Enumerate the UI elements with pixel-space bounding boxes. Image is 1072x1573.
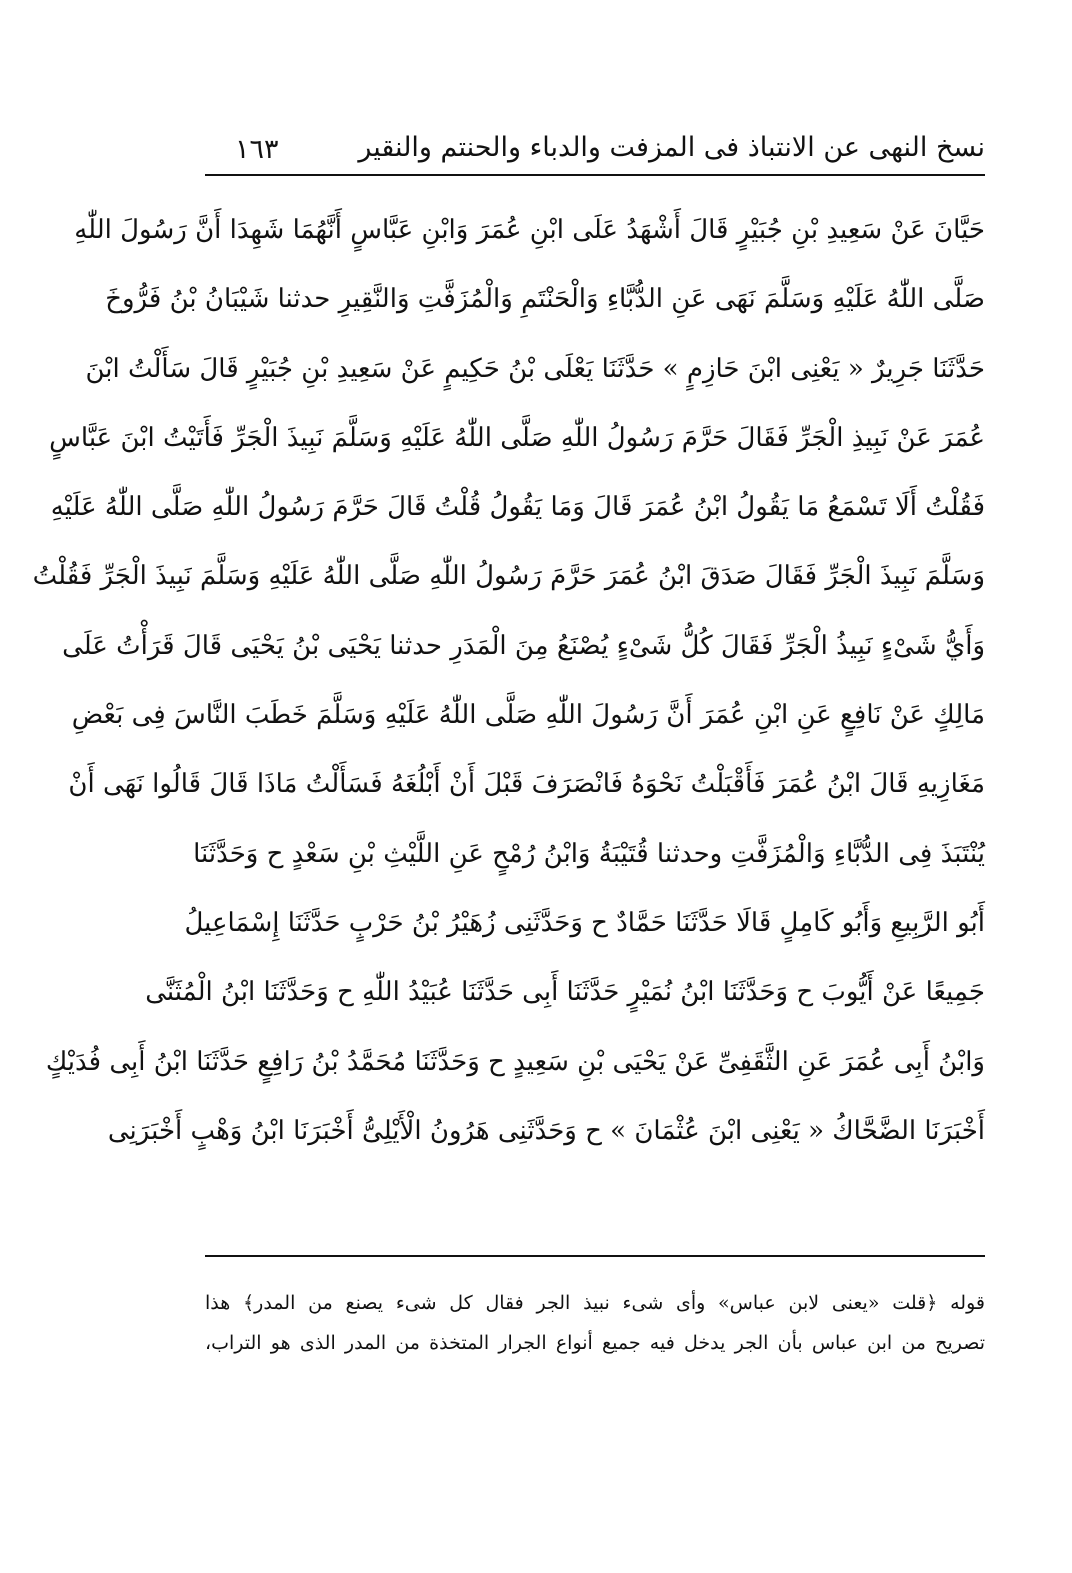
text-line: أَخْبَرَنَا الضَّحَّاكُ « يَعْنِى ابْنَ عُثْمَانَ » ح وَحَدَّثَنِى هَرُونُ الْأَيْلِىُّ أَخْبَرَنَا ابْنُ وَهْبٍ أَخْبَرَنِى — [107, 1115, 985, 1146]
text-line: مَالِكٍ عَنْ نَافِعٍ عَنِ ابْنِ عُمَرَ أَنَّ رَسُولَ اللّٰهِ صَلَّى اللّٰهُ عَلَيْهِ وَسَلَّمَ خَطَبَ النَّاسَ فِى بَعْضِ — [71, 700, 985, 731]
hadith-body-text — [32, 196, 985, 1236]
footnote-text — [205, 1283, 985, 1363]
text-line: وَسَلَّمَ نَبِيذَ الْجَرِّ فَقَالَ صَدَقَ ابْنُ عُمَرَ حَرَّمَ رَسُولُ اللّٰهِ صَلَّى اللّٰهُ عَلَيْهِ وَسَلَّمَ نَبِيذَ الْجَرِّ فَقُلْتُ — [32, 561, 985, 592]
footnote-rule — [205, 1255, 985, 1257]
running-header — [205, 128, 985, 174]
page-number: ١٦٣ — [235, 134, 279, 165]
text-line: صَلَّى اللّٰهُ عَلَيْهِ وَسَلَّمَ نَهَى عَنِ الدُّبَّاءِ وَالْحَنْتَمِ وَالْمُزَفَّتِ وَالنَّقِيرِ حدثنا شَيْبَانُ بْنُ فَرُّوخَ — [105, 284, 985, 315]
header-rule — [205, 174, 985, 176]
text-line: جَمِيعًا عَنْ أَيُّوبَ ح وَحَدَّثَنَا ابْنُ نُمَيْرٍ حَدَّثَنَا أَبِى حَدَّثَنَا عُبَيْدُ اللّٰهِ ح وَحَدَّثَنَا ابْنُ الْمُثَنَّى — [145, 977, 985, 1008]
text-line: عُمَرَ عَنْ نَبِيذِ الْجَرِّ فَقَالَ حَرَّمَ رَسُولُ اللّٰهِ صَلَّى اللّٰهُ عَلَيْهِ وَسَلَّمَ نَبِيذَ الْجَرِّ فَأَتَيْتُ ابْنَ عَبَّاسٍ — [49, 422, 985, 453]
header-title: نسخ النهى عن الانتباذ فى المزفت والدباء والحنتم والنقير — [358, 132, 985, 163]
text-line: أَبُو الرَّبِيعِ وَأَبُو كَامِلٍ قَالَا حَدَّثَنَا حَمَّادٌ ح وَحَدَّثَنِى زُهَيْرُ بْنُ حَرْبٍ حَدَّثَنَا إِسْمَاعِيلُ — [184, 907, 985, 938]
text-line: فَقُلْتُ أَلَا تَسْمَعُ مَا يَقُولُ ابْنُ عُمَرَ قَالَ وَمَا يَقُولُ قُلْتُ قَالَ حَرَّمَ رَسُولُ اللّٰهِ صَلَّى اللّٰهُ عَلَيْهِ — [50, 492, 985, 523]
text-line: حَدَّثَنَا جَرِيرٌ « يَعْنِى ابْنَ حَازِمٍ » حَدَّثَنَا يَعْلَى بْنُ حَكِيمٍ عَنْ سَعِيدِ بْنِ جُبَيْرٍ قَالَ سَأَلْتُ ابْنَ — [85, 353, 985, 384]
text-line — [205, 1166, 985, 1235]
footnote-line: تصريح من ابن عباس بأن الجر يدخل فيه جميع أنواع الجرار المتخذة من المدر الذى هو التراب، — [205, 1332, 985, 1354]
text-line: يُنْتَبَذَ فِى الدُّبَّاءِ وَالْمُزَفَّتِ وحدثنا قُتَيْبَةُ وَابْنُ رُمْحٍ عَنِ اللَّيْثِ بْنِ سَعْدٍ ح وَحَدَّثَنَا — [193, 838, 985, 869]
footnote-line: قوله ﴿قلت «يعنى لابن عباس» وأى شىء نبيذ الجر فقال كل شىء يصنع من المدر﴾ هذا — [205, 1292, 985, 1314]
text-line: حَيَّانَ عَنْ سَعِيدِ بْنِ جُبَيْرٍ قَالَ أَشْهَدُ عَلَى ابْنِ عُمَرَ وَابْنِ عَبَّاسٍ أَنَّهُمَا شَهِدَا أَنَّ رَسُولَ اللّٰهِ — [74, 215, 985, 245]
text-line: وَأَيُّ شَىْءٍ نَبِيذُ الْجَرِّ فَقَالَ كُلُّ شَىْءٍ يُصْنَعُ مِنَ الْمَدَرِ حدثنا يَحْيَى بْنُ يَحْيَى قَالَ قَرَأْتُ عَلَى — [62, 630, 985, 661]
text-line: وَابْنُ أَبِى عُمَرَ عَنِ الثَّقَفِىِّ عَنْ يَحْيَى بْنِ سَعِيدٍ ح وَحَدَّثَنَا مُحَمَّدُ بْنُ رَافِعٍ حَدَّثَنَا ابْنُ أَبِى فُدَيْكٍ — [45, 1046, 985, 1077]
text-line: مَغَازِيهِ قَالَ ابْنُ عُمَرَ فَأَقْبَلْتُ نَحْوَهُ فَانْصَرَفَ قَبْلَ أَنْ أَبْلُغَهُ فَسَأَلْتُ مَاذَا قَالَ قَالُوا نَهَى أَنْ — [68, 769, 985, 800]
